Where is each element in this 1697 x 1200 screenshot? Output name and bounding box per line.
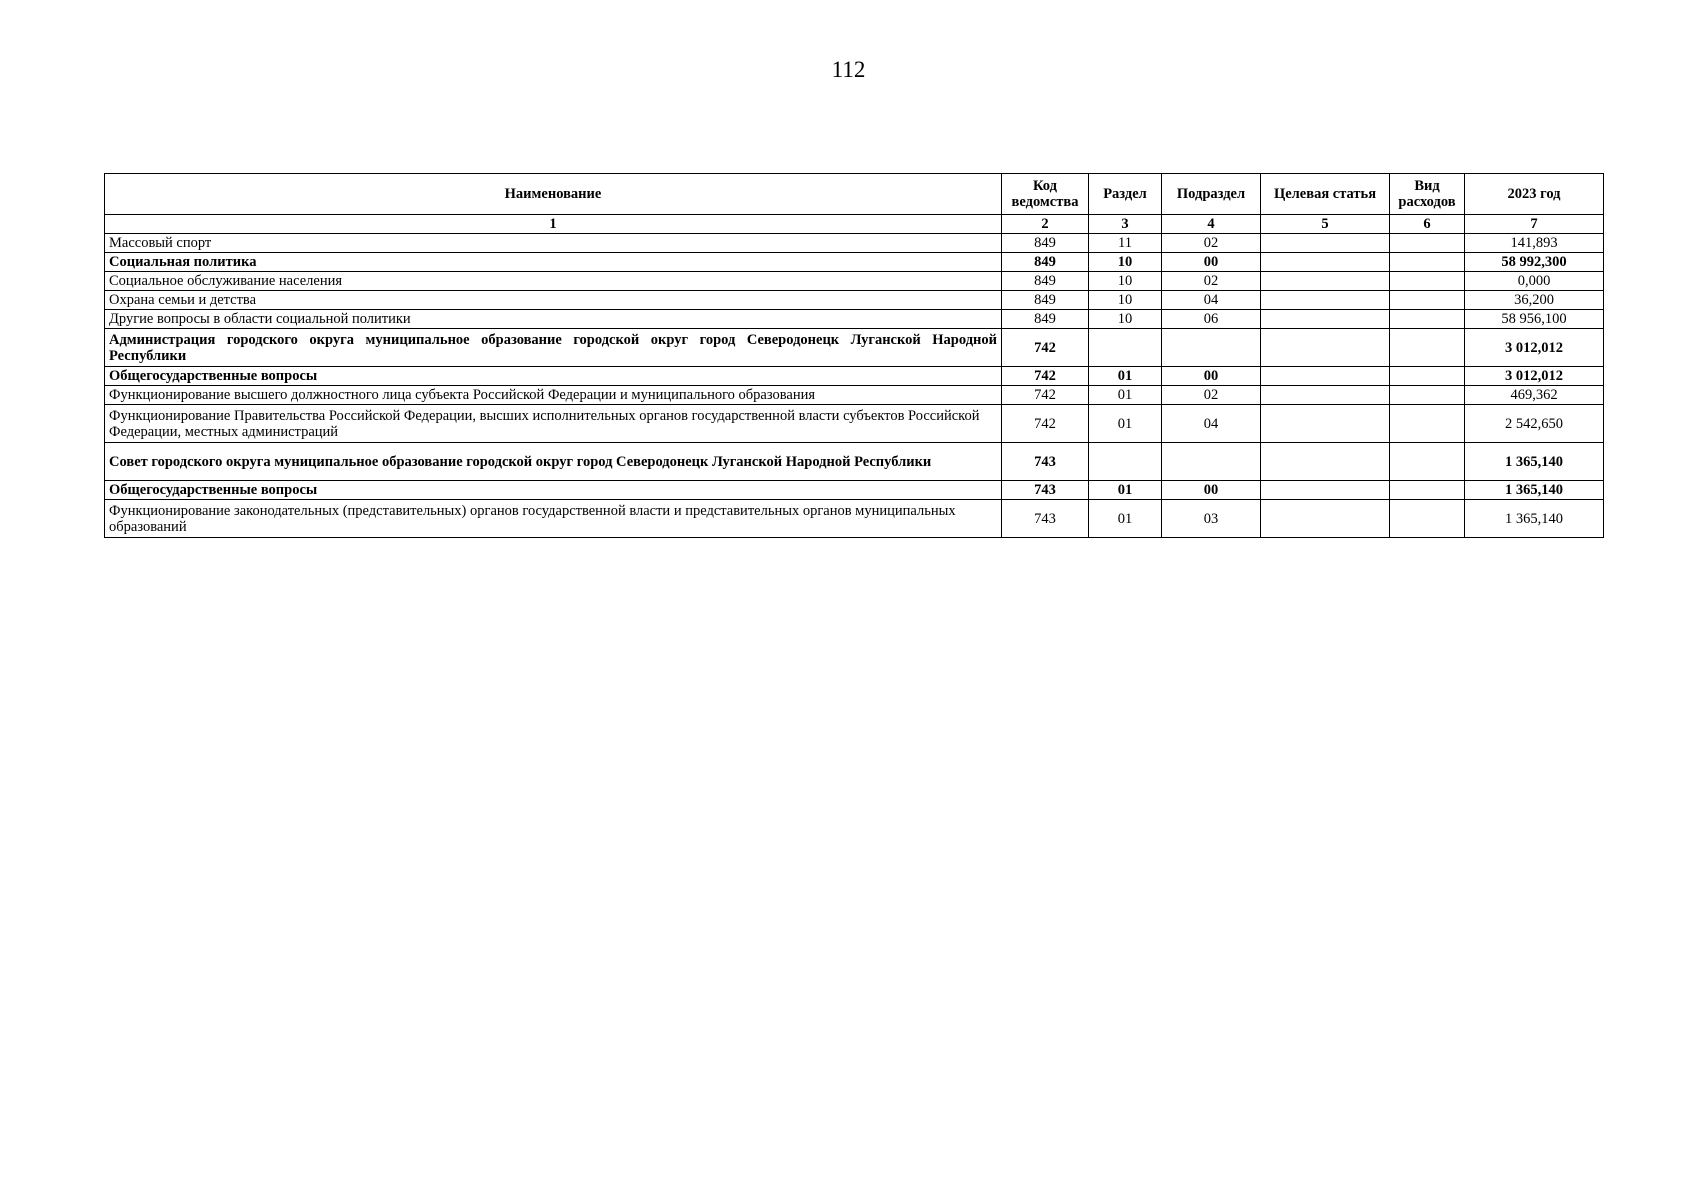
- column-number: 6: [1390, 215, 1465, 234]
- table-row: [105, 310, 1604, 329]
- row-dept-code: 849: [1002, 272, 1089, 291]
- column-number-row: [105, 215, 1604, 234]
- row-expense-type: [1390, 405, 1465, 443]
- row-dept-code: 742: [1002, 367, 1089, 386]
- row-target-item: [1261, 234, 1390, 253]
- row-section: 10: [1089, 310, 1162, 329]
- page-number: 112: [831, 57, 866, 82]
- row-amount: 2 542,650: [1465, 405, 1604, 443]
- row-expense-type: [1390, 310, 1465, 329]
- row-name: Общегосударственные вопросы: [105, 481, 1002, 500]
- row-dept-code: 742: [1002, 329, 1089, 367]
- header-target-item: Целевая статья: [1261, 174, 1390, 215]
- row-name: Общегосударственные вопросы: [105, 367, 1002, 386]
- row-target-item: [1261, 405, 1390, 443]
- row-amount: 3 012,012: [1465, 329, 1604, 367]
- row-dept-code: 743: [1002, 500, 1089, 538]
- header-row: [105, 174, 1604, 215]
- row-amount: 58 992,300: [1465, 253, 1604, 272]
- row-dept-code: 849: [1002, 253, 1089, 272]
- header-expense-type: Вид расходов: [1390, 174, 1465, 215]
- row-name: Социальная политика: [105, 253, 1002, 272]
- row-expense-type: [1390, 234, 1465, 253]
- header-name: Наименование: [105, 174, 1002, 215]
- row-amount: 36,200: [1465, 291, 1604, 310]
- row-expense-type: [1390, 481, 1465, 500]
- row-target-item: [1261, 481, 1390, 500]
- row-target-item: [1261, 367, 1390, 386]
- row-expense-type: [1390, 291, 1465, 310]
- row-target-item: [1261, 443, 1390, 481]
- row-expense-type: [1390, 443, 1465, 481]
- row-name: Администрация городского округа муниципальное образование городской округ город Северодонецк Луганской Народной Республики: [105, 329, 1002, 367]
- table-row: [105, 443, 1604, 481]
- row-amount: 0,000: [1465, 272, 1604, 291]
- row-subsection: 02: [1162, 234, 1261, 253]
- table-row: [105, 329, 1604, 367]
- row-name: Функционирование законодательных (представительных) органов государственной власти и представительных органов муниципальных образований: [105, 500, 1002, 538]
- row-target-item: [1261, 329, 1390, 367]
- row-expense-type: [1390, 329, 1465, 367]
- header-dept-code: Код ведомства: [1002, 174, 1089, 215]
- row-section: 01: [1089, 500, 1162, 538]
- row-amount: 469,362: [1465, 386, 1604, 405]
- row-name: Функционирование высшего должностного лица субъекта Российской Федерации и муниципального образования: [105, 386, 1002, 405]
- budget-table: [104, 173, 1604, 538]
- row-name: Социальное обслуживание населения: [105, 272, 1002, 291]
- row-section: [1089, 329, 1162, 367]
- row-name: Совет городского округа муниципальное образование городской округ город Северодонецк Луганской Народной Республики: [105, 443, 1002, 481]
- row-amount: 1 365,140: [1465, 481, 1604, 500]
- row-subsection: 00: [1162, 367, 1261, 386]
- row-section: 10: [1089, 291, 1162, 310]
- row-amount: 141,893: [1465, 234, 1604, 253]
- row-dept-code: 742: [1002, 405, 1089, 443]
- row-section: 01: [1089, 405, 1162, 443]
- row-section: 10: [1089, 272, 1162, 291]
- table-row: [105, 405, 1604, 443]
- row-subsection: 02: [1162, 272, 1261, 291]
- table-row: [105, 234, 1604, 253]
- row-dept-code: 743: [1002, 481, 1089, 500]
- row-target-item: [1261, 386, 1390, 405]
- row-name: Функционирование Правительства Российской Федерации, высших исполнительных органов государственной власти субъектов Российской Федерации, местных администраций: [105, 405, 1002, 443]
- row-dept-code: 849: [1002, 310, 1089, 329]
- row-target-item: [1261, 272, 1390, 291]
- row-name: Массовый спорт: [105, 234, 1002, 253]
- row-name: Другие вопросы в области социальной политики: [105, 310, 1002, 329]
- row-section: 01: [1089, 367, 1162, 386]
- column-number: 3: [1089, 215, 1162, 234]
- column-number: 5: [1261, 215, 1390, 234]
- row-section: [1089, 443, 1162, 481]
- row-section: 11: [1089, 234, 1162, 253]
- row-dept-code: 743: [1002, 443, 1089, 481]
- row-amount: 3 012,012: [1465, 367, 1604, 386]
- table-row: [105, 291, 1604, 310]
- row-section: 01: [1089, 386, 1162, 405]
- row-subsection: [1162, 329, 1261, 367]
- column-number: 1: [105, 215, 1002, 234]
- table-row: [105, 481, 1604, 500]
- row-subsection: 00: [1162, 481, 1261, 500]
- table-row: [105, 253, 1604, 272]
- table-row: [105, 272, 1604, 291]
- column-number: 4: [1162, 215, 1261, 234]
- row-subsection: [1162, 443, 1261, 481]
- row-target-item: [1261, 253, 1390, 272]
- column-number: 7: [1465, 215, 1604, 234]
- row-expense-type: [1390, 272, 1465, 291]
- row-name: Охрана семьи и детства: [105, 291, 1002, 310]
- column-number: 2: [1002, 215, 1089, 234]
- row-dept-code: 849: [1002, 234, 1089, 253]
- row-subsection: 04: [1162, 405, 1261, 443]
- row-subsection: 00: [1162, 253, 1261, 272]
- row-target-item: [1261, 291, 1390, 310]
- row-amount: 1 365,140: [1465, 443, 1604, 481]
- header-subsection: Подраздел: [1162, 174, 1261, 215]
- table-row: [105, 367, 1604, 386]
- row-target-item: [1261, 310, 1390, 329]
- row-section: 01: [1089, 481, 1162, 500]
- row-amount: 58 956,100: [1465, 310, 1604, 329]
- row-subsection: 03: [1162, 500, 1261, 538]
- row-subsection: 04: [1162, 291, 1261, 310]
- row-amount: 1 365,140: [1465, 500, 1604, 538]
- row-section: 10: [1089, 253, 1162, 272]
- row-dept-code: 849: [1002, 291, 1089, 310]
- row-subsection: 02: [1162, 386, 1261, 405]
- table-row: [105, 500, 1604, 538]
- row-target-item: [1261, 500, 1390, 538]
- row-expense-type: [1390, 367, 1465, 386]
- row-expense-type: [1390, 253, 1465, 272]
- row-expense-type: [1390, 386, 1465, 405]
- header-year: 2023 год: [1465, 174, 1604, 215]
- row-dept-code: 742: [1002, 386, 1089, 405]
- header-section: Раздел: [1089, 174, 1162, 215]
- table-row: [105, 386, 1604, 405]
- row-subsection: 06: [1162, 310, 1261, 329]
- row-expense-type: [1390, 500, 1465, 538]
